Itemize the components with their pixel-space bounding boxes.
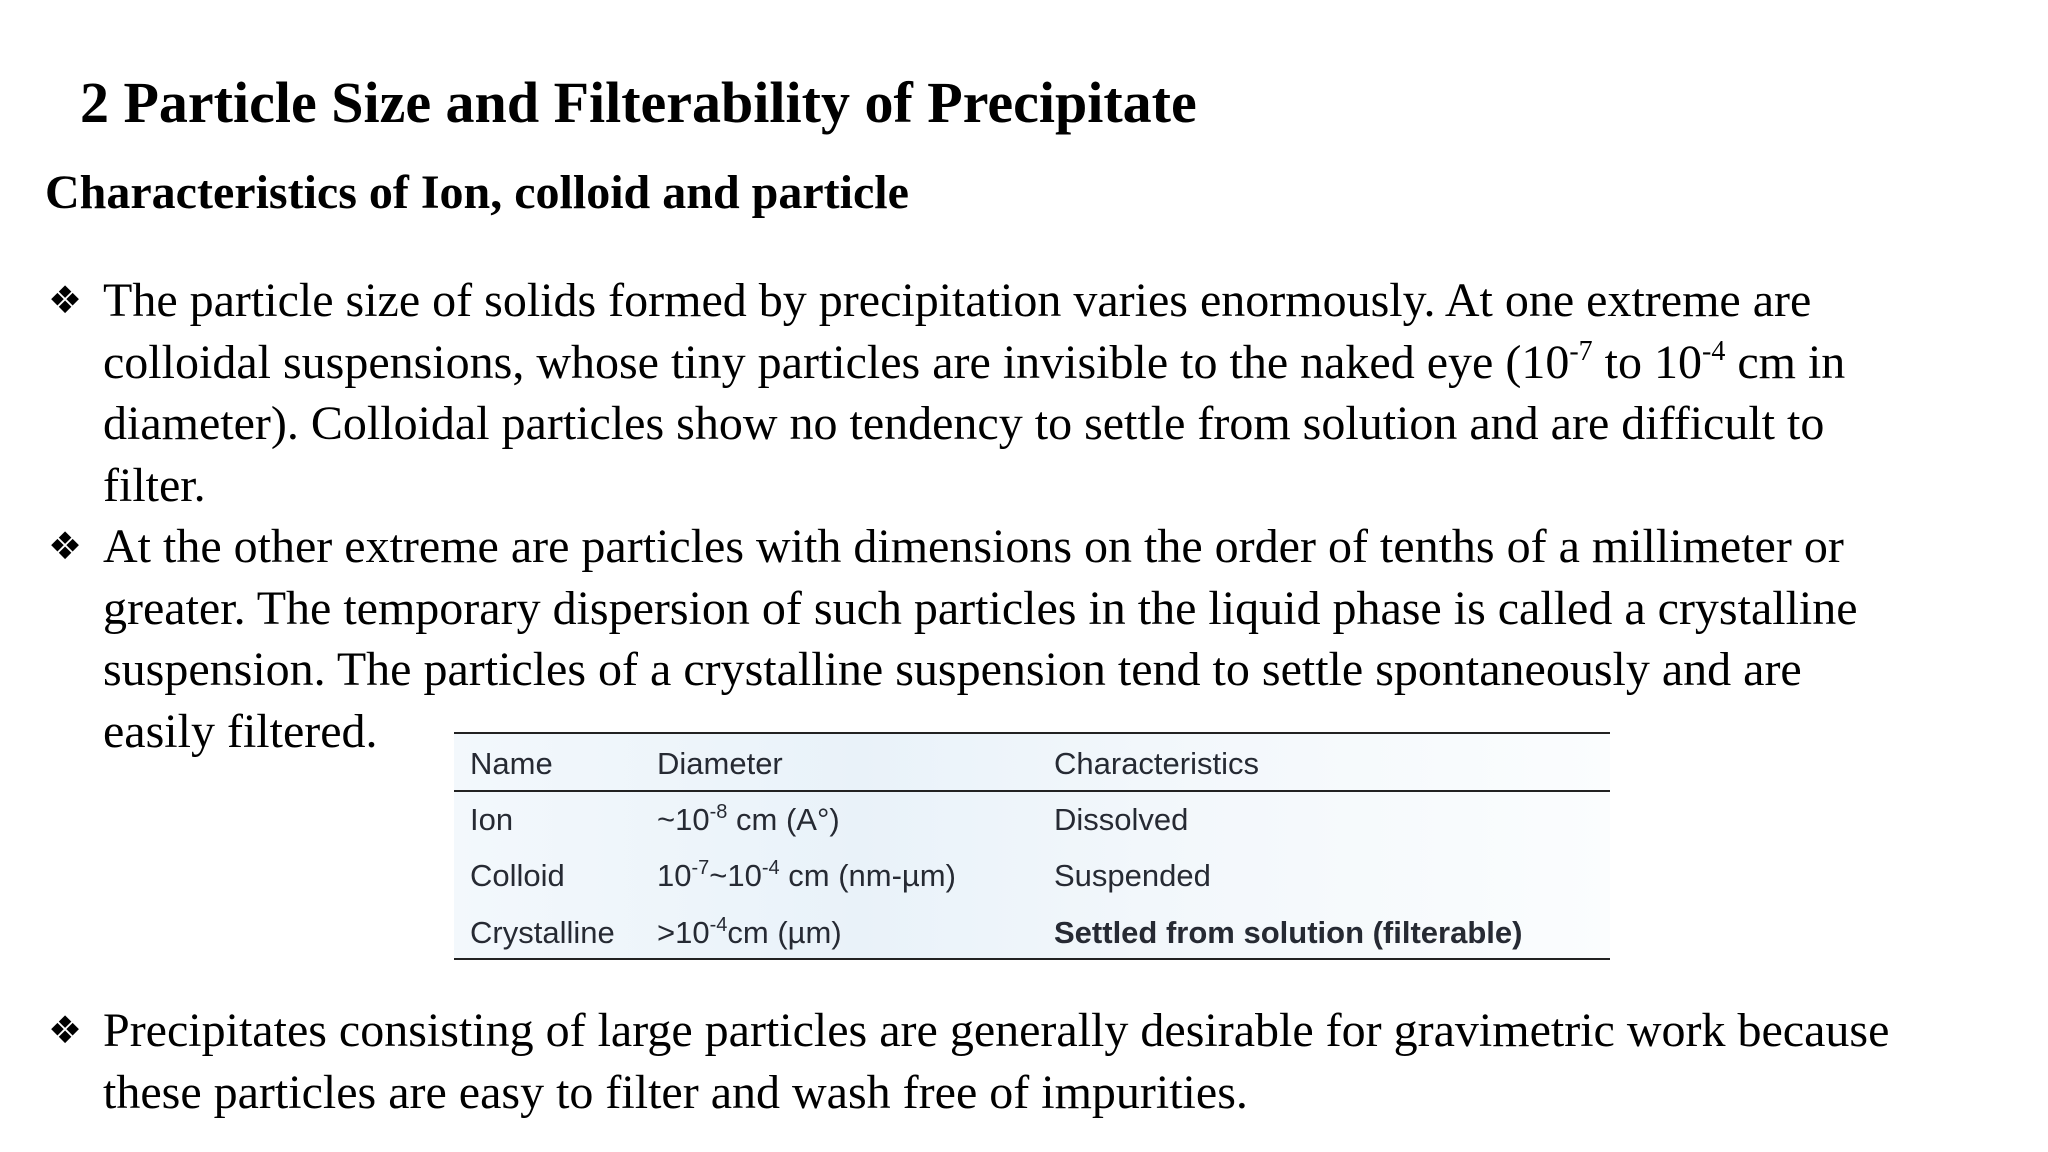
- bullet-diamond-icon: ❖: [48, 524, 83, 568]
- bullet-line: Precipitates consisting of large particles are generally desirable for gravimetric work because: [103, 1004, 1890, 1057]
- table-header-rule: [454, 790, 1610, 792]
- table-cell-characteristics: Suspended: [1054, 858, 1211, 893]
- bullet-line: greater. The temporary dispersion of such particles in the liquid phase is called a crystalline: [103, 581, 1858, 635]
- slide-title: 2 Particle Size and Filterability of Precipitate: [80, 70, 1197, 135]
- table-cell-name: Colloid: [470, 858, 565, 893]
- bullet-line: diameter). Colloidal particles show no tendency to settle from solution and are difficult to: [103, 397, 1825, 450]
- table-cell-name: Ion: [470, 802, 514, 837]
- table-cell-diameter: $\sim 10^{-8}$ cm (A°): [657, 801, 840, 837]
- table-cell-name: Crystalline: [470, 915, 615, 950]
- bullet-line: filter.: [103, 458, 206, 512]
- table-header-diameter: Diameter: [657, 746, 783, 781]
- table-top-rule: [454, 732, 1610, 734]
- particle-size-table: [454, 732, 1610, 960]
- bullet-diamond-icon: ❖: [48, 278, 83, 322]
- bullet-item: [48, 270, 2008, 516]
- table-cell-diameter: $10^{-7}\sim 10^{-4}$ cm (nm-µm): [657, 857, 956, 893]
- bullet-line: easily filtered.: [103, 704, 378, 758]
- table-header-characteristics: Characteristics: [1054, 746, 1259, 781]
- bullet-line: The particle size of solids formed by precipitation varies enormously. At one extreme are: [103, 274, 1812, 327]
- bullet-line: these particles are easy to filter and wash free of impurities.: [103, 1065, 1248, 1119]
- table-cell-diameter: $>10^{-4}cm$ (µm): [657, 914, 842, 950]
- bullet-line: At the other extreme are particles with dimensions on the order of tenths of a millimeter or: [103, 520, 1844, 573]
- slide-subtitle: Characteristics of Ion, colloid and particle: [45, 166, 909, 219]
- bullet-line: suspension. The particles of a crystalline suspension tend to settle spontaneously and are: [103, 643, 1802, 696]
- bullet-line: colloidal suspensions, whose tiny particles are invisible to the naked eye ($10^{-7}$ to $10^{-4}$ cm in: [103, 335, 1846, 389]
- table-bottom-rule: [454, 958, 1610, 960]
- table-cell-characteristics: Dissolved: [1054, 802, 1189, 837]
- bullet-diamond-icon: ❖: [48, 1008, 83, 1052]
- bullet-item: [48, 1000, 2008, 1123]
- table-header-name: Name: [470, 746, 553, 781]
- table-cell-characteristics: Settled from solution (filterable): [1054, 915, 1523, 950]
- bullet-item: [48, 516, 2008, 762]
